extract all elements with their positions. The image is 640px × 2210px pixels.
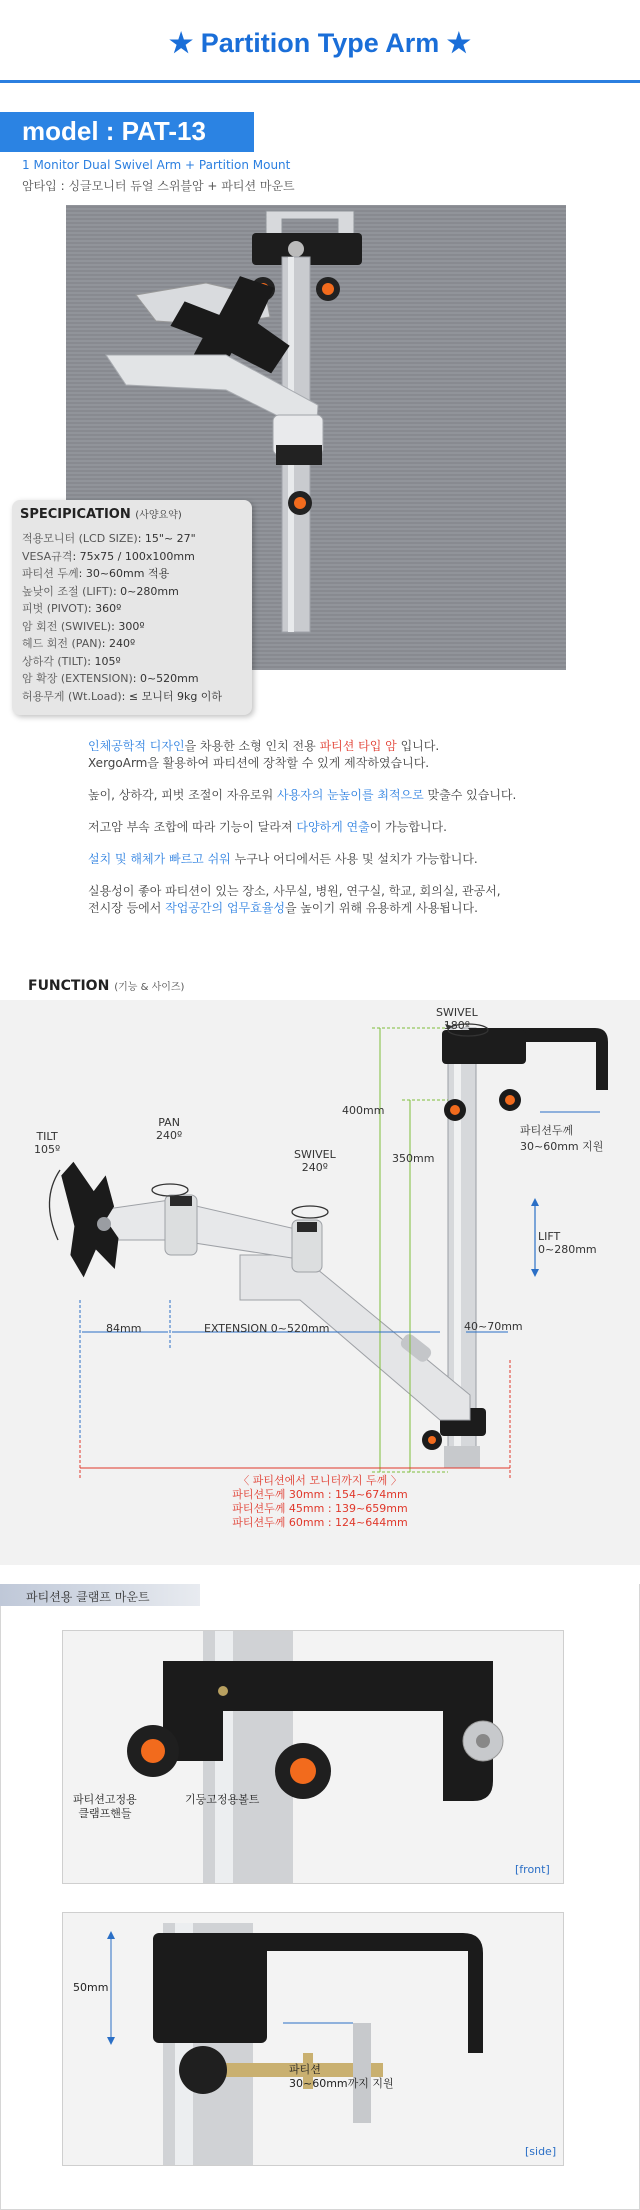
clamp-side-illustration [63, 1913, 564, 2166]
swivel-mid-text: SWIVEL [294, 1148, 336, 1161]
tilt-degree: 105º [34, 1143, 61, 1156]
thickness-row: 파티션두께 45mm : 139~659mm [232, 1502, 408, 1515]
desc-text: XergoArm을 활용하여 파티션에 장착할 수 있게 제작하였습니다. [88, 756, 430, 770]
swivel-mid-degree: 240º [301, 1161, 328, 1174]
spec-label: 암 확장 (EXTENSION) [22, 672, 133, 685]
function-title-en: FUNCTION [28, 978, 110, 994]
spec-label: VESA규격 [22, 549, 73, 563]
lift-label [538, 1230, 597, 1256]
clamp-handle-caption-2: 클램프핸들 [78, 1807, 132, 1820]
desc-para-2 [88, 787, 608, 804]
spec-label: 적용모니터 (LCD SIZE) [22, 532, 138, 545]
page-title: ★ Partition Type Arm ★ [169, 28, 471, 58]
spec-label: 피벗 (PIVOT) [22, 602, 88, 615]
width-4070-label: 40~70mm [464, 1320, 523, 1333]
spec-row [22, 670, 222, 688]
thickness-row: 파티션두께 60mm : 124~644mm [232, 1516, 408, 1529]
desc-text: 높이, 상하각, 피벗 조절이 자유로워 [88, 788, 277, 802]
clamp-handle-caption-1: 파티션고정용 [73, 1793, 137, 1806]
clamp-front-illustration [63, 1631, 564, 1884]
spec-value: : 360º [87, 602, 122, 615]
partition-thickness-label [520, 1122, 603, 1154]
model-badge [0, 112, 254, 152]
swivel-top-degree: 180º [443, 1019, 470, 1032]
desc-text: 을 차용한 소형 인치 전용 [184, 739, 320, 753]
side-partition-caption [289, 2063, 394, 2091]
spec-value: : 75x75 / 100x100mm [72, 549, 195, 563]
spec-title-ko: (사양요약) [135, 510, 182, 521]
spec-label: 상하각 (TILT) [22, 654, 88, 668]
desc-para-3 [88, 819, 608, 836]
height-350-label: 350mm [392, 1152, 435, 1165]
width-84-label: 84mm [106, 1322, 142, 1335]
partition-thickness-text: 파티션두께 [520, 1124, 574, 1137]
spec-rows [22, 530, 222, 705]
swivel-top-text: SWIVEL [436, 1006, 478, 1019]
spec-value: : ≤ 모니터 9kg 이하 [121, 689, 223, 703]
desc-text: 누구나 어디에서든 사용 및 설치가 가능합니다. [230, 852, 478, 866]
spec-value: : 300º [111, 619, 145, 633]
spec-title [20, 506, 182, 522]
thickness-table [0, 1474, 640, 1530]
spec-row [22, 688, 222, 706]
desc-para-4 [88, 851, 608, 868]
spec-row [22, 653, 222, 671]
model-subtitle-ko: 암타입 : 싱글모니터 듀얼 스위블암 + 파티션 마운트 [22, 179, 295, 193]
desc-text: 맞출수 있습니다. [423, 788, 517, 802]
pan-degree: 240º [156, 1129, 183, 1142]
spec-box [12, 500, 252, 715]
spec-row [22, 565, 222, 583]
extension-label: EXTENSION 0~520mm [204, 1322, 330, 1335]
desc-text: 이 가능합니다. [369, 820, 447, 834]
clamp-header-text: 파티션용 클램프 마운트 [26, 1590, 150, 1604]
lift-range: 0~280mm [538, 1243, 597, 1256]
model-subtitle-en: 1 Monitor Dual Swivel Arm + Partition Mount [22, 158, 291, 172]
desc-para-5 [88, 883, 608, 917]
spec-row [22, 548, 222, 566]
spec-label: 허용무게 (Wt.Load) [22, 689, 122, 703]
spec-row [22, 530, 222, 548]
side-partition-caption-2: 30~60mm까지 지원 [289, 2077, 394, 2090]
function-title-ko: (기능 & 사이즈) [114, 982, 185, 993]
desc-text: 을 높이기 위해 유용하게 사용됩니다. [284, 901, 478, 915]
spec-row [22, 635, 222, 653]
desc-text: 실용성이 좋아 파티션이 있는 장소, 사무실, 병원, 연구실, 학교, 회의실, 관공서, [88, 884, 501, 898]
header-divider [0, 80, 640, 83]
desc-para-1 [88, 738, 608, 772]
thickness-row: 파티션두께 30mm : 154~674mm [232, 1488, 408, 1501]
page-header [0, 0, 640, 96]
swivel-top-label [436, 1006, 478, 1032]
spec-label: 높낮이 조절 (LIFT) [22, 584, 113, 598]
spec-value: : 0~520mm [132, 672, 199, 685]
desc-highlight-red: 파티션 타입 암 [319, 739, 397, 753]
pan-label [156, 1116, 182, 1142]
spec-row [22, 583, 222, 601]
clamp-header [0, 1584, 200, 1606]
spec-title-en: SPECIPICATION [20, 507, 131, 522]
side-50mm-label: 50mm [73, 1981, 109, 1994]
front-tag: [front] [515, 1863, 550, 1876]
spec-value: : 0~280mm [112, 584, 179, 598]
lift-text: LIFT [538, 1230, 561, 1243]
spec-label: 파티션 두께 [22, 567, 79, 580]
side-partition-caption-1: 파티션 [289, 2063, 321, 2076]
tilt-text: TILT [36, 1130, 58, 1143]
clamp-side-photo [62, 1912, 564, 2166]
desc-text: 전시장 등에서 [88, 901, 166, 915]
desc-text: 저고암 부속 조합에 따라 기능이 달라져 [88, 820, 297, 834]
spec-value: : 15"~ 27" [137, 532, 196, 545]
desc-highlight: 사용자의 눈높이를 최적으로 [277, 788, 424, 802]
spec-value: : 240º [101, 637, 136, 650]
spec-value: : 30~60mm 적용 [78, 567, 170, 580]
pole-bolt-caption: 기둥고정용볼트 [185, 1793, 260, 1806]
spec-row [22, 600, 222, 618]
clamp-handle-caption [73, 1793, 137, 1821]
spec-row [22, 618, 222, 636]
side-tag: [side] [525, 2145, 557, 2158]
thickness-title: 〈 파티션에서 모니터까지 두께 〉 [238, 1474, 402, 1487]
spec-label: 헤드 회전 (PAN) [22, 637, 102, 650]
desc-highlight: 인체공학적 디자인 [88, 739, 185, 753]
tilt-label [34, 1130, 60, 1156]
function-title [28, 978, 184, 994]
desc-highlight: 설치 및 해체가 빠르고 쉬워 [88, 852, 231, 866]
desc-highlight: 다양하게 연출 [296, 820, 370, 834]
description [88, 738, 608, 932]
partition-thickness-range: 30~60mm 지원 [520, 1140, 604, 1153]
height-400-label: 400mm [342, 1104, 385, 1117]
desc-highlight: 작업공간의 업무효율성 [165, 901, 285, 915]
desc-text: 입니다. [396, 739, 440, 753]
spec-label: 암 회전 (SWIVEL) [22, 619, 112, 633]
pan-text: PAN [158, 1116, 180, 1129]
spec-value: : 105º [87, 654, 121, 668]
model-name: model : PAT-13 [22, 116, 206, 146]
swivel-mid-label [294, 1148, 336, 1174]
clamp-front-photo [62, 1630, 564, 1884]
